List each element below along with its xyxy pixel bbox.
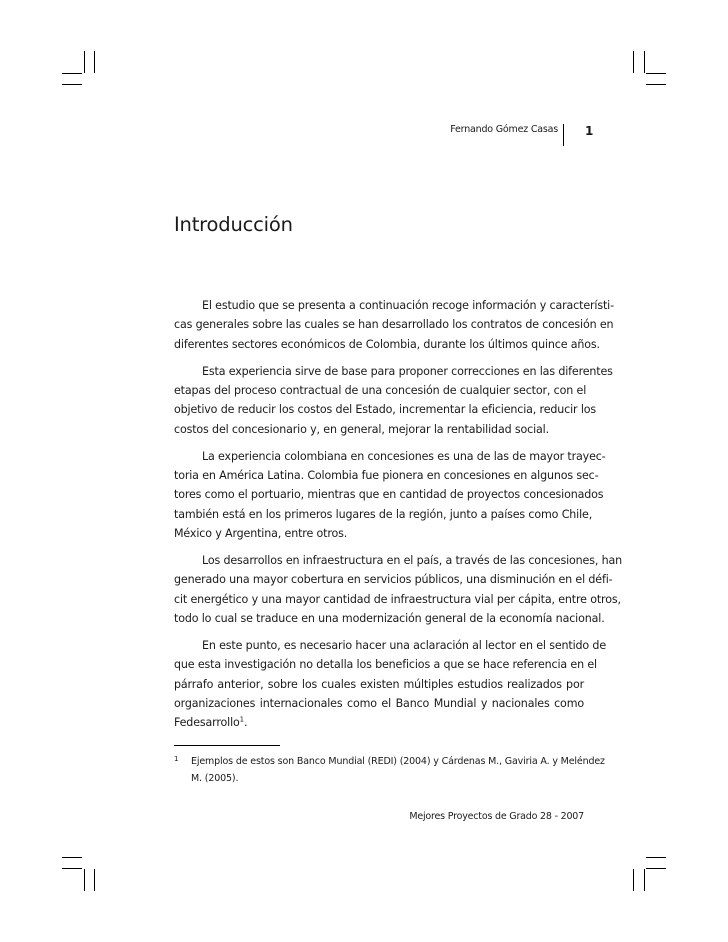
footnote [174,753,605,787]
paragraph [174,636,607,732]
crop-mark [62,868,82,869]
footnote-separator [174,745,280,746]
crop-mark [646,73,666,74]
crop-mark [646,84,666,85]
page-number: 1 [585,124,594,138]
paragraph [174,296,614,354]
text-line: La experiencia colombiana en concesiones es una de las de mayor trayec- [202,449,606,463]
crop-mark [644,869,645,891]
text-line: México y Argentina, entre otros. [174,526,348,540]
crop-mark [62,84,82,85]
text-line: El estudio que se presenta a continuación recoge información y característi- [202,299,614,312]
text-line: párrafo anterior, sobre los cuales existen múltiples estudios realizados por [174,677,584,691]
crop-mark [646,857,666,858]
header-divider [563,124,564,146]
chapter-title: Introducción [174,213,293,237]
text-line: todo lo cual se traduce en una modernización general de la economía nacional. [174,611,605,625]
text-line: En este punto, es necesario hacer una aclaración al lector en el sentido de [202,639,607,652]
footnote-number: 1 [174,755,179,763]
crop-mark [646,868,666,869]
text-line: tores como el portuario, mientras que en cantidad de proyectos concesionados [174,488,604,502]
running-header-author: Fernando Gómez Casas [450,124,558,135]
paragraph [174,551,622,628]
text-line: también está en los primeros lugares de la región, junto a países como Chile, [174,507,593,521]
crop-mark [94,51,95,73]
text-line: que esta investigación no detalla los beneficios a que se hace referencia en el [174,658,597,672]
crop-mark [62,857,82,858]
text-line: costos del concesionario y, en general, mejorar la rentabilidad social. [174,422,549,436]
crop-mark [644,51,645,73]
text-line: generado una mayor cobertura en servicios públicos, una disminución en el défi- [174,573,613,587]
text-fragment: . [243,716,248,729]
crop-mark [62,73,82,74]
text-fragment: Fedesarrollo [174,716,240,729]
footnote-reference[interactable]: 1 [239,715,244,724]
text-line: Los desarrollos en infraestructura en el país, a través de las concesiones, han [202,554,622,567]
paragraph [174,362,613,439]
text-line: cas generales sobre las cuales se han desarrollado los contratos de concesión en [174,318,614,332]
text-line: cit energético y una mayor cantidad de infraestructura vial per cápita, entre otros, [174,592,621,606]
text-line: objetivo de reducir los costos del Estado, incrementar la eficiencia, reducir los [174,403,597,417]
footnote-line: Ejemplos de estos son Banco Mundial (REDI) (2004) y Cárdenas M., Gaviria A. y Meléndez [191,756,605,767]
paragraph [174,447,606,543]
body-text [174,296,622,740]
crop-mark [633,51,634,73]
text-line: toria en América Latina. Colombia fue pionera en concesiones en algunos sec- [174,469,599,482]
text-line: organizaciones internacionales como el Banco Mundial y nacionales como [174,696,584,710]
crop-mark [94,869,95,891]
text-line-last [174,713,584,732]
crop-mark [633,869,634,891]
text-line: etapas del proceso contractual de una concesión de cualquier sector, con el [174,384,587,397]
text-line: diferentes sectores económicos de Colombia, durante los últimos quince años. [174,337,600,351]
crop-mark [84,51,85,73]
running-footer: Mejores Proyectos de Grado 28 - 2007 [409,811,584,822]
text-line: Esta experiencia sirve de base para proponer correcciones en las diferentes [202,364,613,378]
footnote-line: M. (2005). [191,773,239,784]
crop-mark [84,869,85,891]
